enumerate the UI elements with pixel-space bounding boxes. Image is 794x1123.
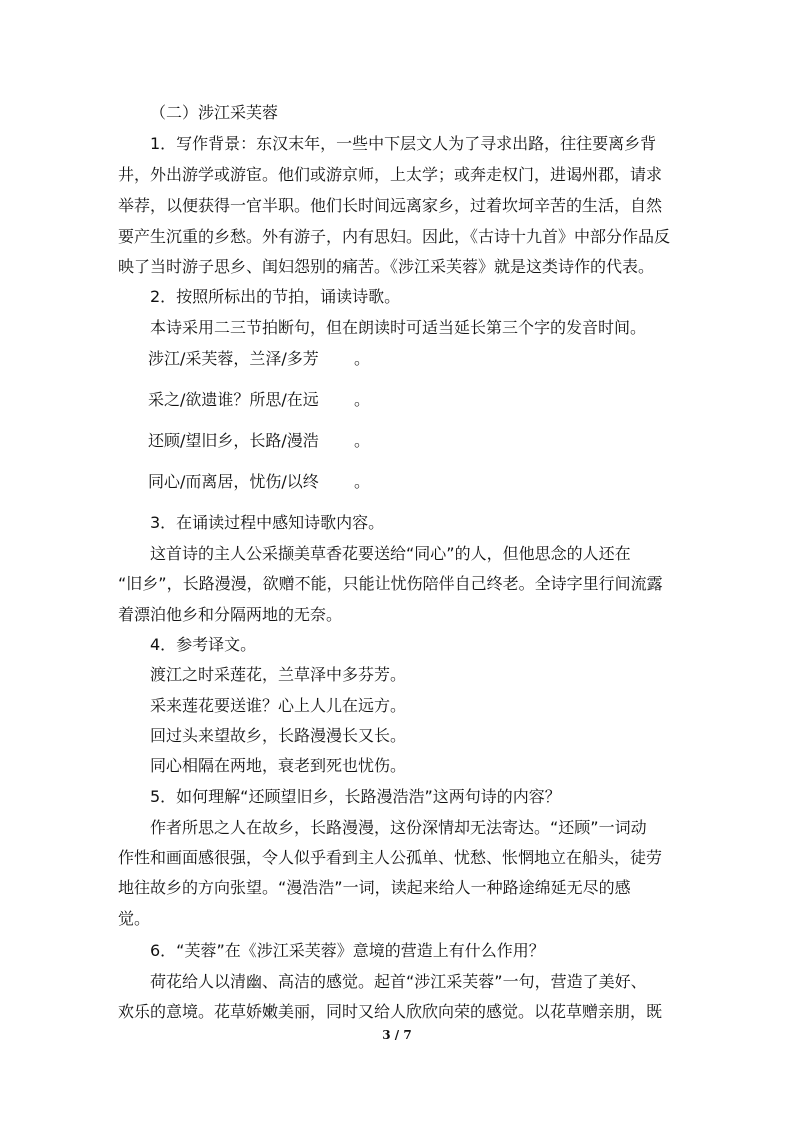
item5-heading: 5．如何理解“还顾望旧乡，长路漫浩浩”这两句诗的内容？: [150, 787, 561, 806]
item2-note: 本诗采用二三节拍断句，但在朗读时可适当延长第三个字的发音时间。: [150, 318, 647, 337]
poem-line-text: 涉江/采芙蓉，兰泽/多芳: [148, 349, 319, 368]
translation-line: 回过头来望故乡，长路漫漫长又长。: [150, 726, 407, 745]
poem-line-end: 。: [354, 431, 371, 450]
item5-line-2: 作性和画面感很强，令人似乎看到主人公孤单、忧愁、怅惘地立在船头，徒劳: [118, 848, 663, 867]
translation-line: 采来莲花要送谁？心上人儿在远方。: [150, 696, 407, 715]
item4-heading: 4．参考译文。: [150, 635, 257, 654]
item6-heading: 6．“芙蓉”在《涉江采芙蓉》意境的营造上有什么作用？: [150, 941, 545, 960]
poem-line-end: 。: [354, 349, 371, 368]
item3-line-1: 这首诗的主人公采撷美草香花要送给“同心”的人，但他思念的人还在: [150, 544, 631, 563]
poem-line-end: 。: [354, 390, 371, 409]
item6-line-1: 荷花给人以清幽、高洁的感觉。起首“涉江采芙蓉”一句，营造了美好、: [150, 972, 647, 991]
item5-line-3: 地往故乡的方向张望。“漫浩浩”一词，读起来给人一种路途绵延无尽的感: [118, 878, 631, 897]
item1-line-1: 1．写作背景：东汉末年，一些中下层文人为了寻求出路，往往要离乡背: [150, 134, 657, 153]
poem-line: [148, 430, 371, 452]
item2-heading: 2．按照所标出的节拍，诵读诗歌。: [150, 287, 401, 306]
translation-line: 渡江之时采莲花，兰草泽中多芬芳。: [150, 665, 407, 684]
item3-line-3: 着漂泊他乡和分隔两地的无奈。: [118, 605, 343, 624]
item1-line-3: 举荐，以便获得一官半职。他们长时间远离家乡，过着坎坷辛苦的生活，自然: [118, 196, 663, 215]
poem-line: [148, 389, 371, 411]
item3-line-2: “旧乡”，长路漫漫，欲赠不能，只能让忧伤陪伴自己终老。全诗字里行间流露: [118, 574, 663, 593]
item5-line-1: 作者所思之人在故乡，长路漫漫，这份深情却无法寄达。“还顾”一词动: [150, 818, 647, 837]
item1-line-4: 要产生沉重的乡愁。外有游子，内有思妇。因此，《古诗十九首》中部分作品反: [118, 227, 671, 246]
poem-line-text: 同心/而离居，忧伤/以终: [148, 472, 319, 491]
item5-line-4: 觉。: [118, 909, 151, 928]
page-number: 3 / 7: [382, 1028, 412, 1042]
poem-line-end: 。: [354, 472, 371, 491]
item1-line-5: 映了当时游子思乡、闺妇怨别的痛苦。《涉江采芙蓉》就是这类诗作的代表。: [118, 257, 655, 276]
poem-line: [148, 348, 371, 370]
item1-line-2: 井，外出游学或游宦。他们或游京师，上太学；或奔走权门，进谒州郡，请求: [118, 165, 663, 184]
poem-line-text: 采之/欲遗谁？所思/在远: [148, 390, 319, 409]
poem-line-text: 还顾/望旧乡，长路/漫浩: [148, 431, 319, 450]
translation-line: 同心相隔在两地，衰老到死也忧伤。: [150, 756, 407, 775]
item6-line-2: 欢乐的意境。花草娇嫩美丽，同时又给人欣欣向荣的感觉。以花草赠亲朋，既: [118, 1002, 663, 1021]
item3-heading: 3．在诵读过程中感知诗歌内容。: [150, 513, 385, 532]
poem-line: [148, 471, 371, 493]
section-title: （二）涉江采芙蓉: [150, 103, 279, 122]
